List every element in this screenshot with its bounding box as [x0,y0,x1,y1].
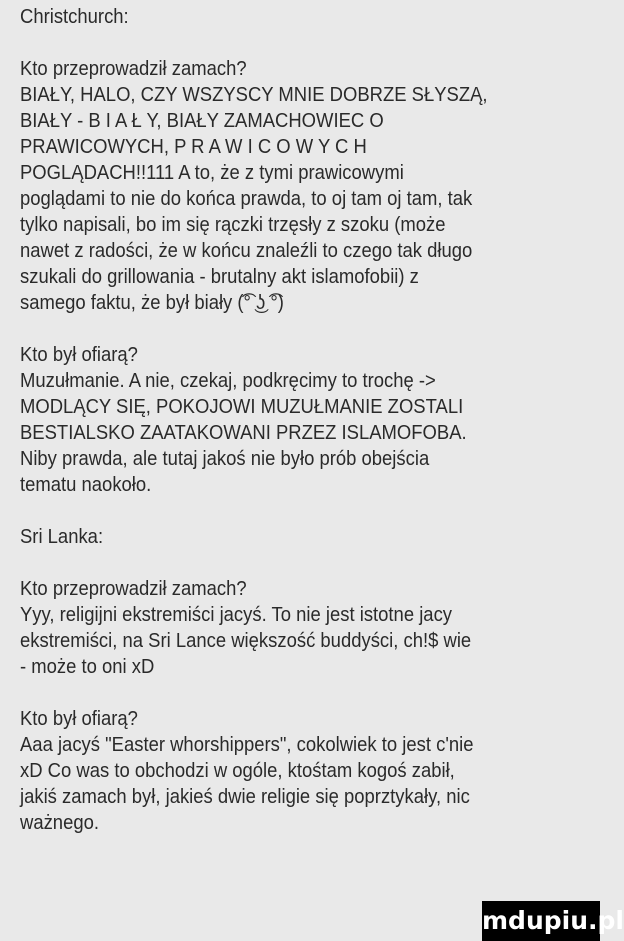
text-line: MODLĄCY SIĘ, POKOJOWI MUZUŁMANIE ZOSTALI [20,395,464,418]
document-body [20,4,535,836]
site-watermark [482,901,624,941]
text-line: - może to oni xD [20,655,155,678]
text-line: Aaa jacyś "Easter whorshippers", cokolwiek to jest c'nie [20,733,474,756]
paragraph [20,524,535,550]
text-line: Muzułmanie. A nie, czekaj, podkręcimy to trochę -> [20,369,436,392]
text-line: Yyy, religijni ekstremiści jacyś. To nie jest istotne jacy [20,603,453,626]
paragraph [20,4,535,30]
paragraph [20,56,535,316]
paragraph-gap [20,316,535,342]
text-line: szukali do grillowania - brutalny akt islamofobii) z [20,265,419,288]
text-line: BIAŁY, HALO, CZY WSZYSCY MNIE DOBRZE SŁYSZĄ, [20,83,488,106]
text-line: xD Co was to obchodzi w ogóle, ktośtam kogoś zabił, [20,759,455,782]
text-line: ważnego. [20,811,99,834]
text-line: POGLĄDACH!!111 A to, że z tymi prawicowymi [20,161,404,184]
text-line: tematu naokoło. [20,473,152,496]
text-line: Christchurch: [20,5,129,28]
text-line: Kto przeprowadził zamach? [20,577,247,600]
paragraph [20,576,535,680]
text-line: Sri Lanka: [20,525,104,548]
text-line: ekstremiści, na Sri Lance większość buddyści, ch!$ wie [20,629,472,652]
text-line: Niby prawda, ale tutaj jakoś nie było prób obejścia [20,447,430,470]
text-line: Kto był ofiarą? [20,707,138,730]
text-line: tylko napisali, bo im się rączki trzęsły z szoku (może [20,213,446,236]
paragraph-gap [20,680,535,706]
paragraph-gap [20,30,535,56]
text-line: Kto był ofiarą? [20,343,138,366]
text-line: BIAŁY - B I A Ł Y, BIAŁY ZAMACHOWIEC O [20,109,384,132]
text-line: jakiś zamach był, jakieś dwie religie się poprztykały, nic [20,785,470,808]
paragraph-gap [20,498,535,524]
watermark-logo-text: mdupiu.pl [482,906,624,935]
text-line: nawet z radości, że w końcu znaleźli to czego tak długo [20,239,473,262]
paragraph-gap [20,550,535,576]
text-line: PRAWICOWYCH, P R A W I C O W Y C H [20,135,367,158]
paragraph [20,706,535,836]
text-line: poglądami to nie do końca prawda, to oj tam oj tam, tak [20,187,473,210]
text-line: samego faktu, że był biały (͡° ͜ʖ ͡°) [20,291,284,314]
text-line: Kto przeprowadził zamach? [20,57,247,80]
text-line: BESTIALSKO ZAATAKOWANI PRZEZ ISLAMOFOBA. [20,421,467,444]
paragraph [20,342,535,498]
